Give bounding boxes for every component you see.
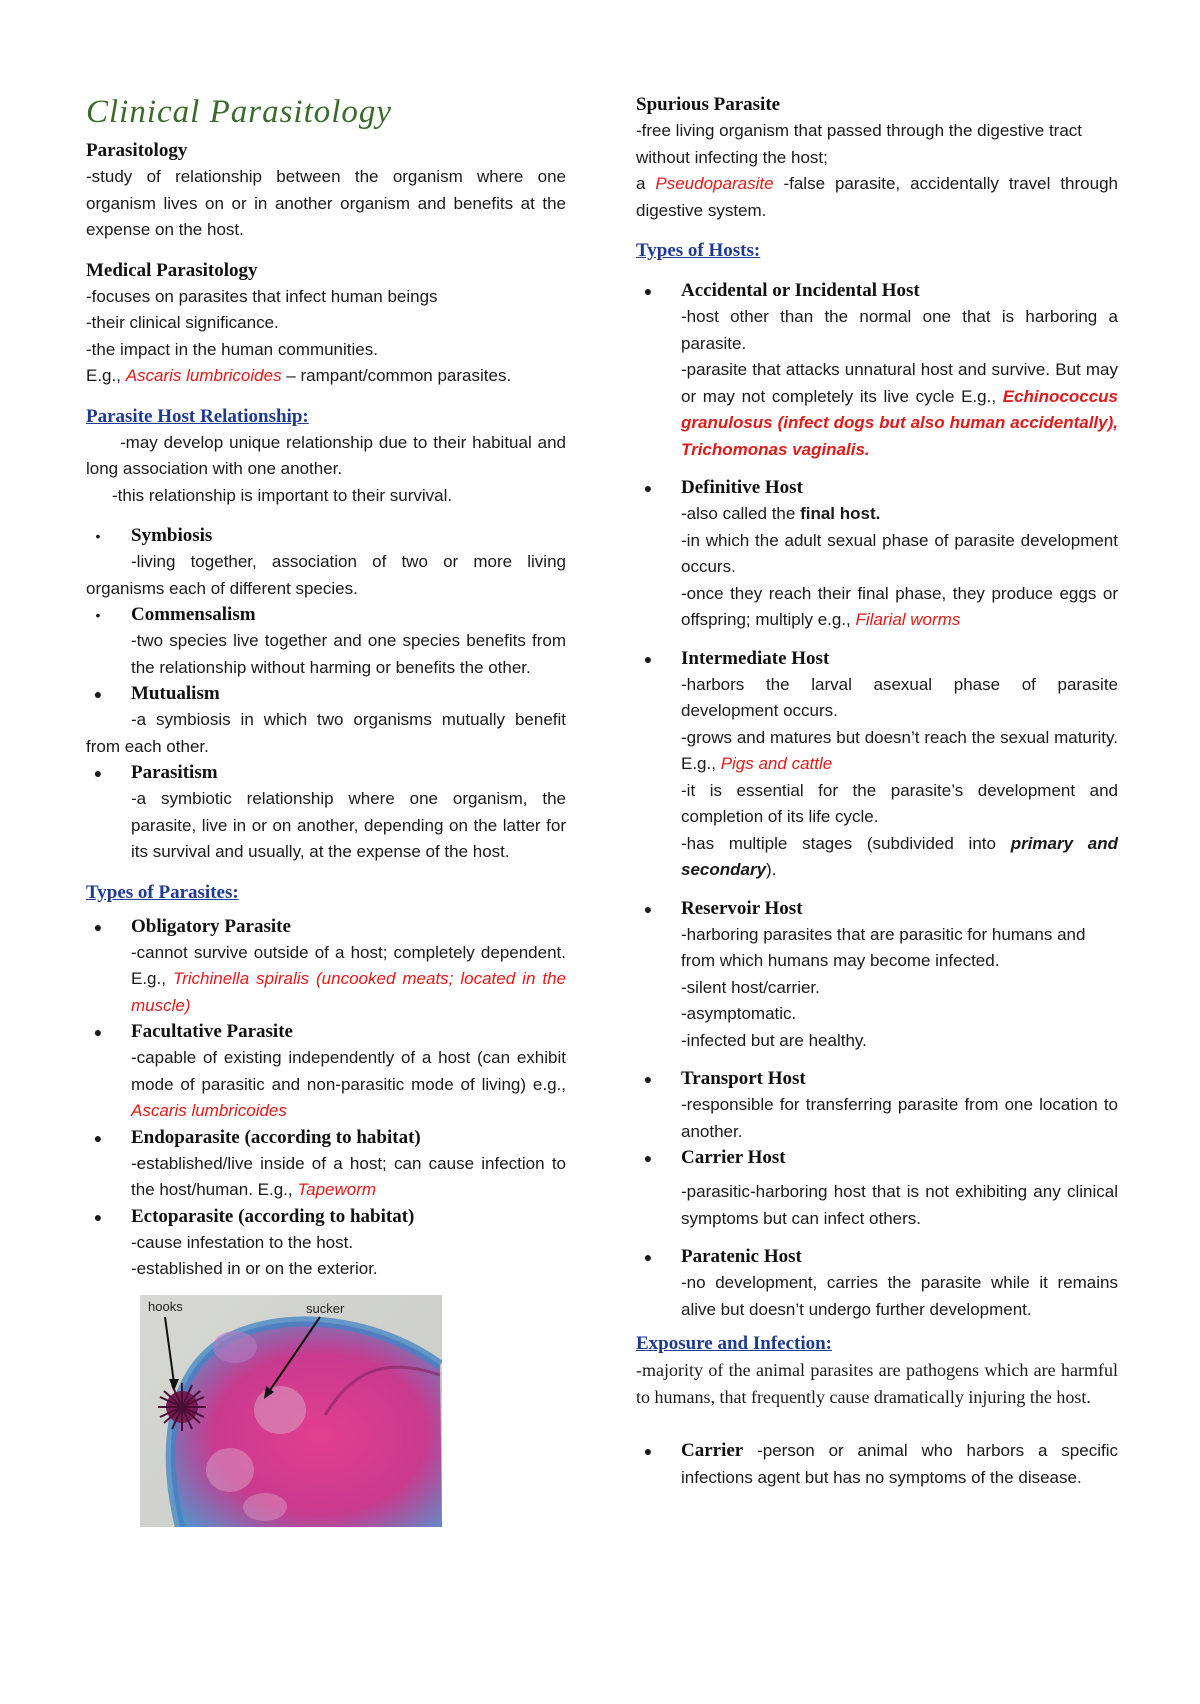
list-item-desc: -living together, association of two or more living organisms each of different species.	[86, 552, 566, 598]
list-item-term: Obligatory Parasite	[131, 915, 291, 937]
types-of-hosts-heading: Types of Hosts:	[636, 240, 761, 261]
relationship-line-1: -may develop unique relationship due to their habitual and long association with one another.	[86, 432, 566, 478]
list-item-term: Endoparasite (according to habitat)	[131, 1126, 421, 1148]
list-item-desc: -infected but are healthy.	[681, 1030, 867, 1050]
list-item-desc: -in which the adult sexual phase of parasite development occurs.	[681, 530, 1118, 576]
list-item-term: Paratenic Host	[681, 1246, 802, 1267]
bullet-icon: •	[95, 528, 101, 544]
medical-line-4: E.g., Ascaris lumbricoides – rampant/common parasites.	[86, 366, 512, 385]
list-item	[636, 278, 1118, 463]
exposure-list	[636, 1438, 1118, 1491]
hooks-label: hooks	[148, 1298, 183, 1314]
list-item-term: Definitive Host	[681, 477, 803, 498]
pseudoparasite-term: Pseudoparasite	[655, 174, 774, 193]
list-item-desc: -asymptomatic.	[681, 1004, 797, 1023]
list-item-desc: -cause infestation to the host.	[131, 1232, 354, 1252]
list-item-desc: -capable of existing independently of a host (can exhibit mode of parasitic and non-parasitic mode of living) e.g., Ascaris lumbricoides	[131, 1048, 566, 1120]
list-item-term: Symbiosis	[131, 525, 213, 546]
bullet-icon: ●	[643, 1071, 653, 1087]
types-of-parasites-heading: Types of Parasites:	[86, 881, 239, 903]
parasitology-text: -study of relationship between the organism where one organism lives on or in another organism and benefits at the expense on the host.	[86, 167, 566, 239]
left-column	[86, 92, 566, 1527]
bullet-icon: ●	[643, 283, 653, 299]
exposure-text: -majority of the animal parasites are pathogens which are harmful to humans, that frequently cause dramatically injuring the host.	[636, 1360, 1118, 1407]
list-item-desc: -grows and matures but doesn’t reach the sexual maturity. E.g., Pigs and cattle	[681, 727, 1118, 773]
list-item	[636, 1438, 1118, 1491]
list-item-term: Intermediate Host	[681, 647, 830, 669]
bullet-icon: ●	[643, 1150, 653, 1166]
list-item	[86, 1125, 566, 1204]
list-item-term: Parasitism	[131, 762, 218, 783]
medical-line-1: -focuses on parasites that infect human beings	[86, 286, 438, 306]
list-item-desc: -established in or on the exterior.	[131, 1259, 378, 1278]
list-item-desc: -cannot survive outside of a host; completely dependent. E.g., Trichinella spiralis (uncooked meats; located in the muscle)	[131, 942, 567, 1015]
parasite-types-list	[86, 914, 566, 1283]
species-name: Ascaris lumbricoides	[125, 366, 282, 385]
list-item-term: Reservoir Host	[681, 897, 803, 919]
list-item-term: Accidental or Incidental Host	[681, 280, 920, 301]
list-item	[86, 602, 566, 681]
list-item	[636, 1244, 1118, 1323]
list-item-desc: -parasite that attacks unnatural host and survive. But may or may not completely its live cycle E.g., Echinococcus granulosus (infect dogs but also human accidentally), Trichomonas vaginalis.	[681, 360, 1118, 459]
list-item	[636, 646, 1118, 884]
list-item-desc: -two species live together and one species benefits from the relationship without harming or benefits the other.	[131, 631, 566, 677]
spurious-line-2: a Pseudoparasite -false parasite, accidentally travel through digestive system.	[636, 174, 1118, 220]
medical-parasitology-heading: Medical Parasitology	[86, 259, 258, 281]
list-item-term: Ectoparasite (according to habitat)	[131, 1205, 415, 1227]
bullet-icon: ●	[93, 918, 103, 935]
bullet-icon: ●	[93, 765, 103, 781]
bullet-icon: ●	[93, 1129, 103, 1146]
bullet-icon: ●	[643, 650, 653, 667]
bullet-icon: ●	[93, 1024, 103, 1040]
list-item-desc: -it is essential for the parasite’s development and completion of its life cycle.	[681, 780, 1118, 826]
list-item-desc: Carrier -person or animal who harbors a specific infections agent but has no symptoms of the disease.	[681, 1440, 1118, 1487]
list-item-desc: -a symbiosis in which two organisms mutually benefit from each other.	[86, 710, 566, 756]
list-item	[636, 475, 1118, 634]
spurious-parasite-heading: Spurious Parasite	[636, 94, 781, 115]
scolex-illustration	[140, 1295, 442, 1527]
list-item-desc: -established/live inside of a host; can cause infection to the host/human. E.g., Tapeworm	[131, 1153, 566, 1199]
list-item	[86, 914, 566, 1020]
bullet-icon: ●	[643, 480, 653, 496]
sucker-label: sucker	[306, 1300, 345, 1316]
spurious-line-1: -free living organism that passed through the digestive tract without infecting the host;	[636, 121, 1083, 167]
list-item-term: Commensalism	[131, 604, 256, 625]
list-item	[86, 681, 566, 760]
document-title: Clinical Parasitology	[86, 94, 393, 130]
list-item-desc: -no development, carries the parasite while it remains alive but doesn’t undergo further development.	[681, 1273, 1118, 1319]
list-item	[86, 523, 566, 602]
list-item-term: Transport Host	[681, 1068, 806, 1089]
list-item	[636, 1066, 1118, 1145]
bullet-icon: ●	[643, 900, 653, 917]
list-item-desc: -responsible for transferring parasite from one location to another.	[681, 1095, 1118, 1141]
list-item-desc: -harbors the larval asexual phase of parasite development occurs.	[681, 674, 1118, 720]
tapeworm-scolex-image	[140, 1295, 442, 1527]
list-item	[636, 1145, 1118, 1232]
right-column	[636, 92, 1118, 1491]
bullet-icon: ●	[93, 1208, 103, 1225]
list-item-desc: -harboring parasites that are parasitic for humans and from which humans may become infected.	[681, 924, 1086, 970]
list-item-desc: -once they reach their final phase, they produce eggs or offspring; multiply e.g., Filarial worms	[681, 583, 1118, 629]
list-item-desc: -host other than the normal one that is harboring a parasite.	[681, 307, 1118, 353]
list-item-desc: -has multiple stages (subdivided into primary and secondary).	[681, 833, 1119, 879]
exposure-and-infection-heading: Exposure and Infection:	[636, 1333, 833, 1354]
list-item	[86, 760, 566, 866]
list-item	[86, 1019, 566, 1125]
host-types-list	[636, 278, 1118, 1323]
parasitology-heading: Parasitology	[86, 140, 188, 161]
list-item-desc: -silent host/carrier.	[681, 977, 820, 997]
relationship-line-2: -this relationship is important to their survival.	[112, 485, 453, 505]
list-item-term: Carrier Host	[681, 1147, 786, 1168]
list-item-desc: -parasitic-harboring host that is not exhibiting any clinical symptoms but can infect others.	[681, 1182, 1118, 1228]
list-item-term: Mutualism	[131, 683, 220, 704]
list-item	[86, 1204, 566, 1283]
bullet-icon: •	[95, 607, 101, 623]
medical-line-2: -their clinical significance.	[86, 313, 279, 332]
list-item-desc: -also called the final host.	[681, 504, 881, 523]
bullet-icon: ●	[93, 686, 103, 702]
parasite-host-relationship-heading: Parasite Host Relationship:	[86, 405, 309, 427]
list-item-term: Facultative Parasite	[131, 1021, 293, 1042]
list-item-desc: -a symbiotic relationship where one organism, the parasite, live in or on another, depending on the latter for its survival and usually, at the expense of the host.	[131, 789, 566, 861]
relationship-list	[86, 523, 566, 866]
list-item	[636, 896, 1118, 1055]
medical-line-3: -the impact in the human communities.	[86, 339, 378, 359]
bullet-icon: ●	[643, 1443, 653, 1459]
bullet-icon: ●	[643, 1249, 653, 1265]
